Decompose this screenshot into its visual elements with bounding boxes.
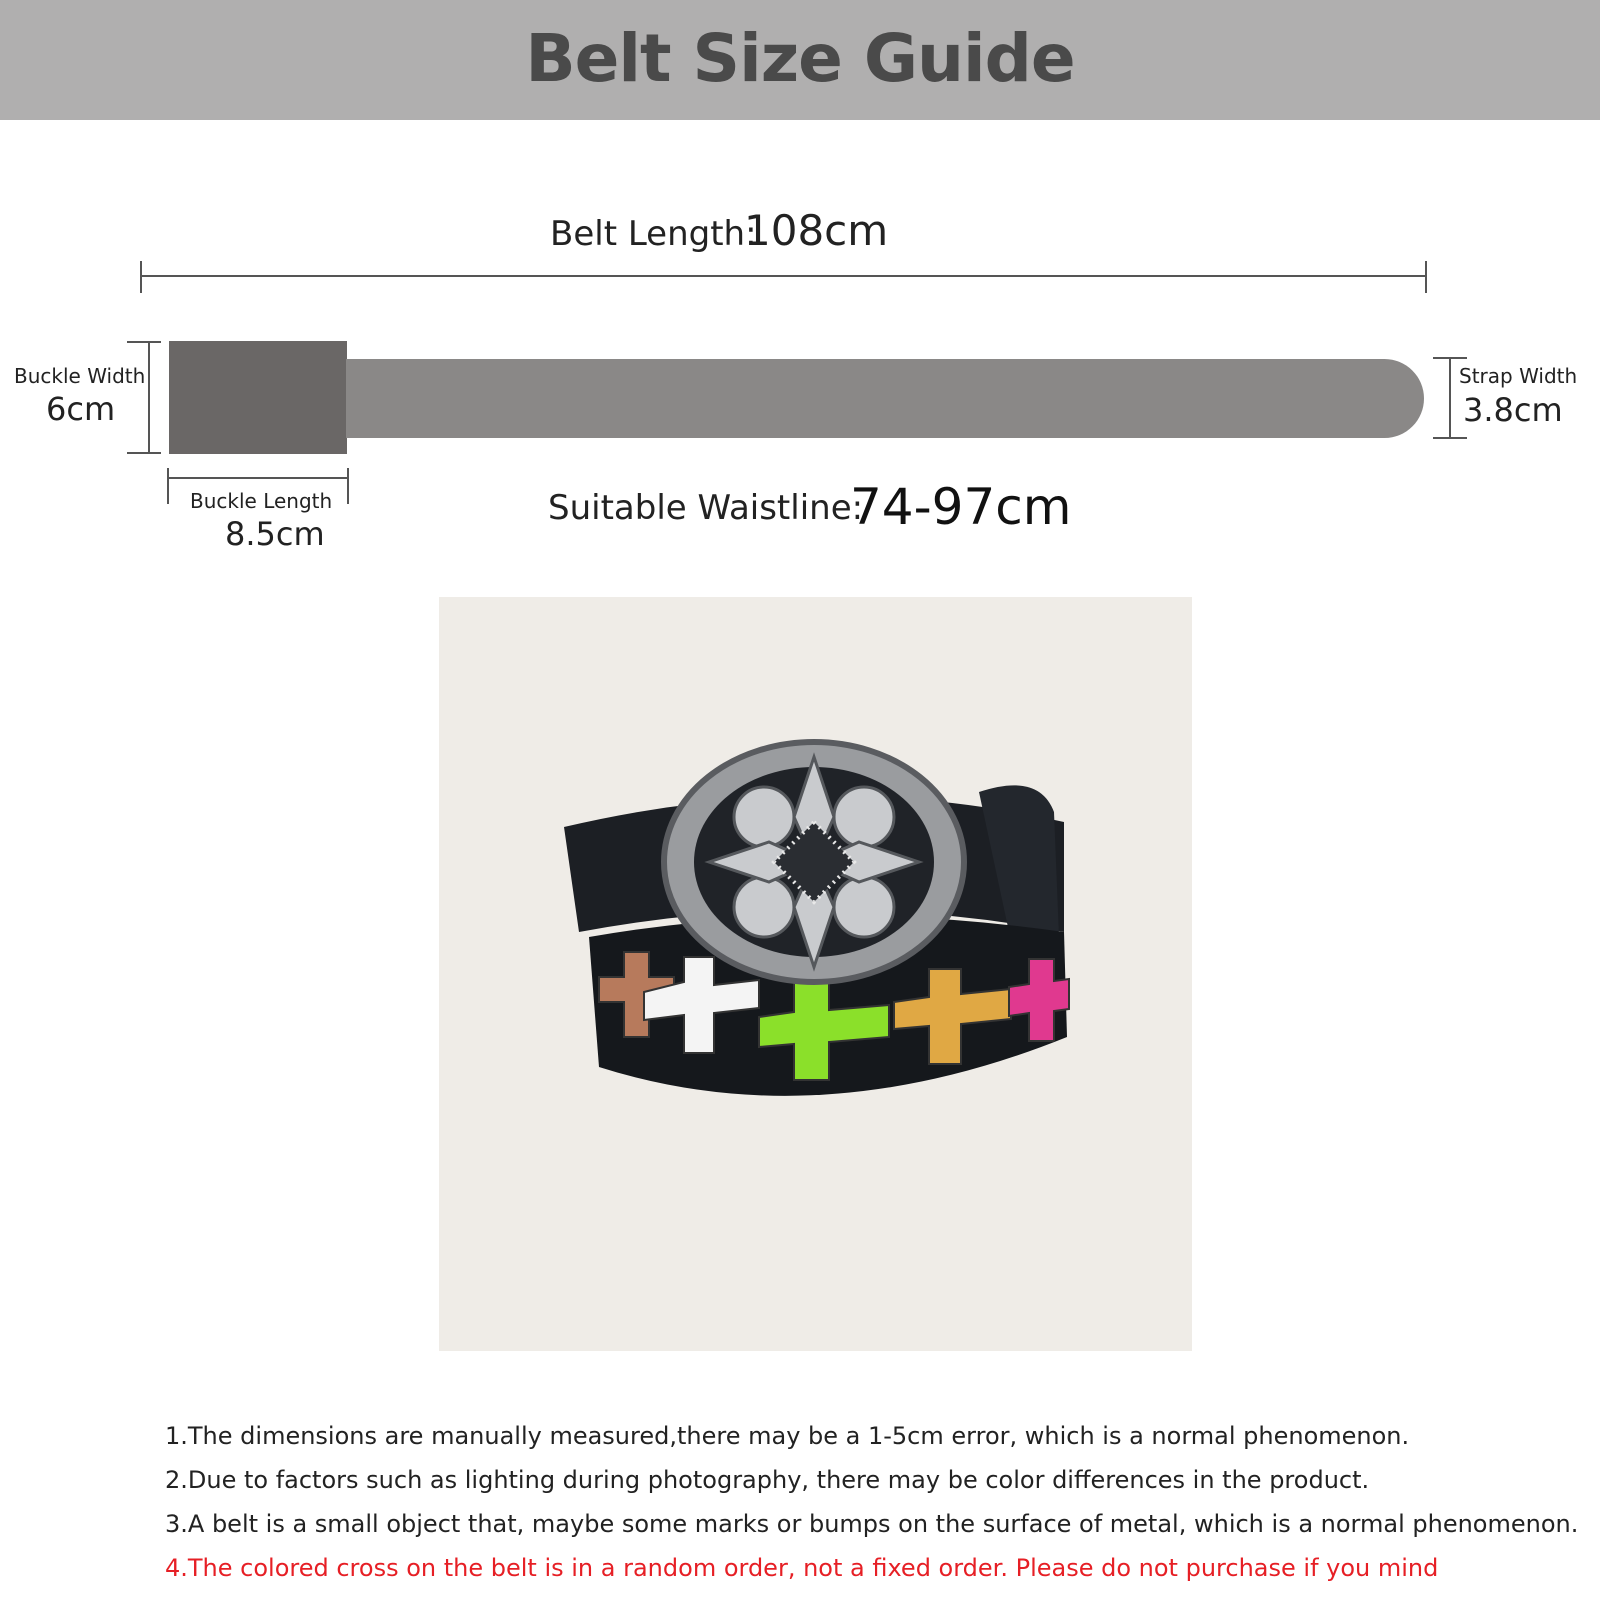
belt-length-value: 108cm	[744, 206, 889, 255]
notes-list	[165, 1414, 1578, 1590]
note-3: 3.A belt is a small object that, maybe some marks or bumps on the surface of metal, which is a normal phenomenon.	[165, 1510, 1579, 1538]
strap-width-line	[1449, 358, 1451, 438]
buckle-diagram	[169, 341, 347, 454]
waistline-value: 74-97cm	[850, 478, 1072, 536]
belt-length-tick-left	[140, 261, 142, 293]
page-title: Belt Size Guide	[525, 20, 1075, 97]
buckle-width-value: 6cm	[46, 390, 116, 428]
note-4-warning: 4.The colored cross on the belt is in a random order, not a fixed order. Please do not purchase if you mind	[165, 1554, 1439, 1582]
belt-illustration	[439, 597, 1192, 1351]
buckle-length-tick-left	[167, 468, 169, 504]
strap-width-value: 3.8cm	[1463, 391, 1563, 429]
belt-length-tick-right	[1425, 261, 1427, 293]
strap-width-label: Strap Width	[1459, 364, 1578, 388]
buckle-width-line	[148, 342, 150, 454]
buckle-width-tick-bottom	[127, 452, 161, 454]
buckle-width-label: Buckle Width	[14, 364, 146, 388]
buckle-length-label: Buckle Length	[190, 489, 333, 513]
buckle-width-tick-top	[127, 341, 161, 343]
buckle-length-value: 8.5cm	[225, 515, 325, 553]
buckle-length-line	[168, 477, 348, 479]
note-2: 2.Due to factors such as lighting during photography, there may be color differences in the product.	[165, 1466, 1370, 1494]
strap-diagram	[346, 359, 1424, 438]
strap-width-tick-top	[1433, 357, 1467, 359]
waistline-label: Suitable Waistline:	[548, 488, 864, 528]
belt-length-label: Belt Length:	[550, 214, 757, 254]
buckle-length-tick-right	[347, 468, 349, 504]
strap-width-tick-bottom	[1433, 437, 1467, 439]
belt-length-line	[141, 275, 1426, 277]
note-1: 1.The dimensions are manually measured,there may be a 1-5cm error, which is a normal phenomenon.	[165, 1422, 1410, 1450]
product-photo	[439, 597, 1192, 1351]
